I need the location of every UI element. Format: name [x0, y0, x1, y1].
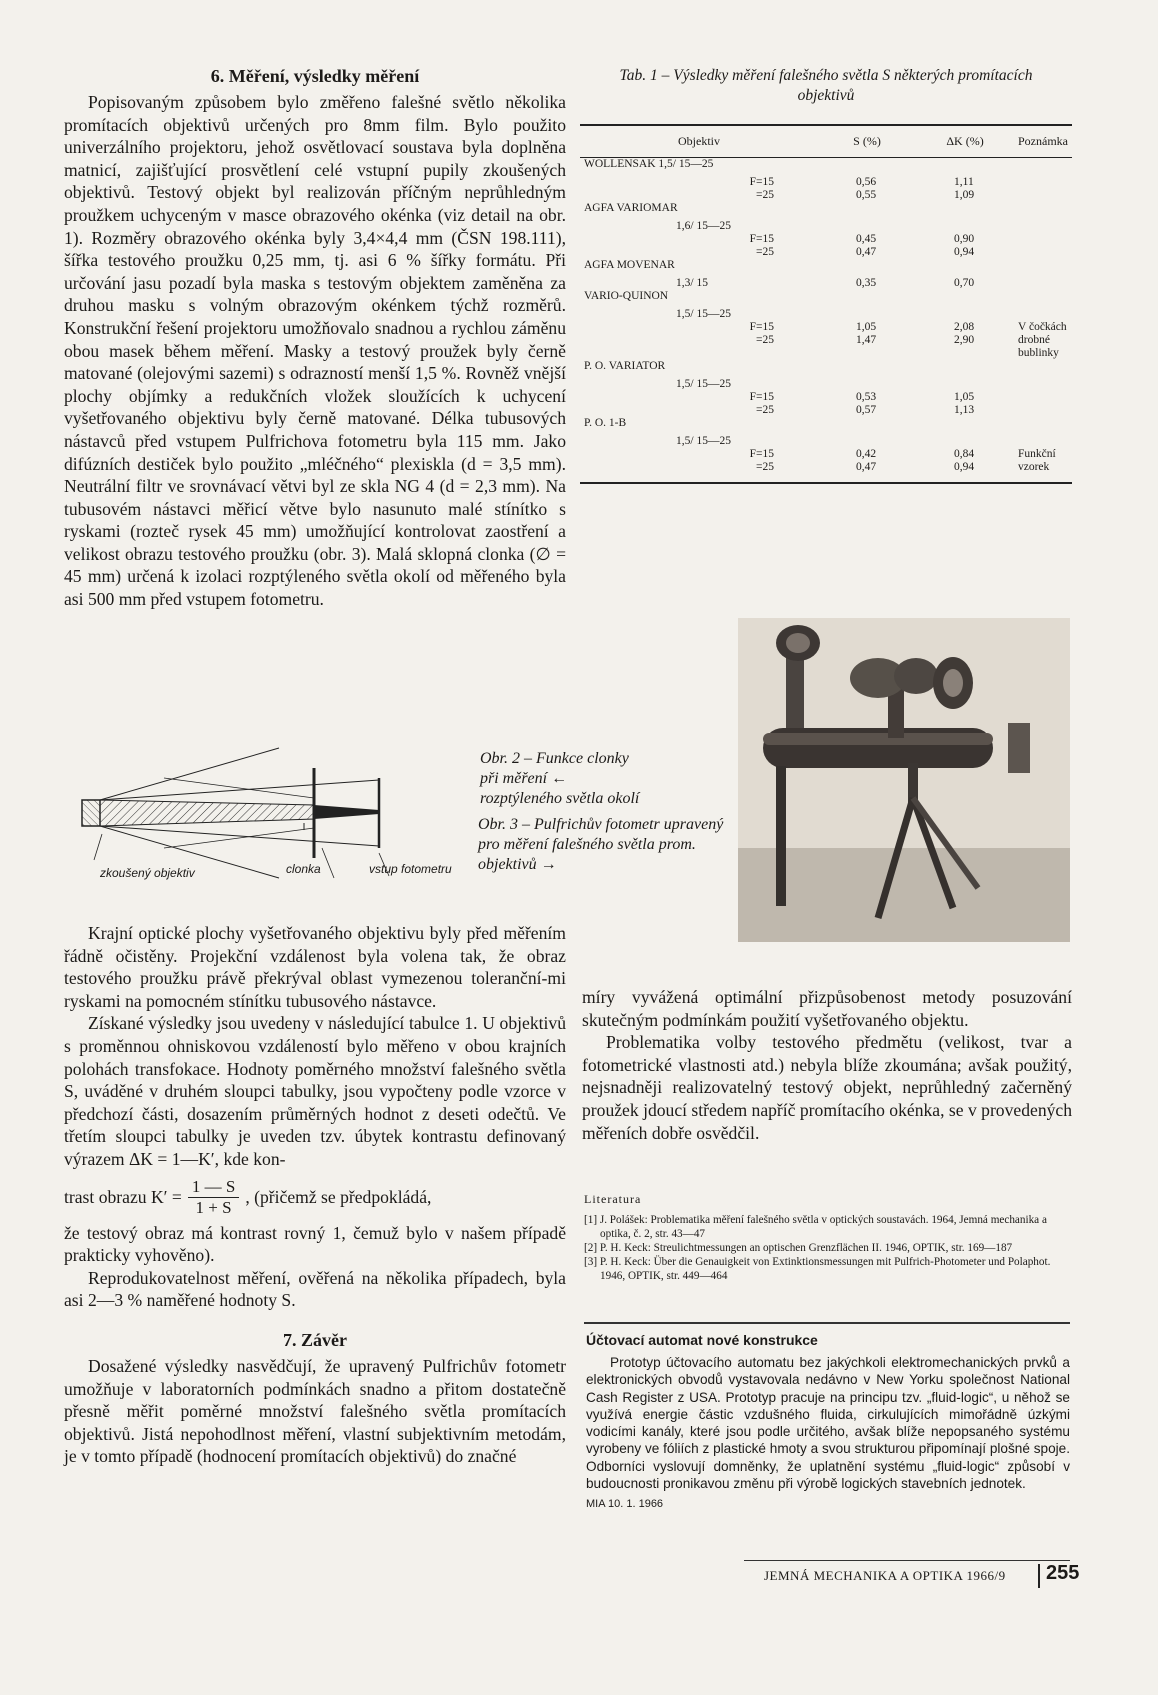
formula-denominator: 1 + S — [195, 1197, 232, 1217]
table-row — [580, 321, 1072, 334]
photometer-photo — [738, 618, 1070, 942]
cleaning-paragraph: Krajní optické plochy vyšetřovaného objektivu byly před měřením řádně očistěny. Projekční vzdálenost byla volena tak, že obraz testového proužku právě překrýval oblast vymezenou toleranční-mi ryskami na pomocném stínítku tubusového nástavce. — [64, 923, 566, 1011]
table-row — [580, 290, 1072, 308]
focal-length: F=15 — [749, 320, 774, 333]
cell-s: 0,47 — [818, 461, 916, 483]
table-row — [580, 448, 1072, 461]
left-column — [64, 66, 566, 611]
cell-objektiv — [580, 321, 818, 334]
cell-objektiv — [580, 176, 818, 189]
table-row — [580, 158, 1072, 176]
cell-dk: 2,08 — [954, 320, 975, 333]
problem-paragraph: Problematika volby testového předmětu (velikost, tvar a fotometrické vlastnosti atd.) nebyla blíže zkoumána; avšak použitý, nejsnadněji realizovatelný testový objekt, neprůhledný začerněný proužek jdoucí středem napříč promítacího okénka, se v provedených měřeních dobře osvědčil. — [582, 1032, 1073, 1143]
section-6-paragraph: Popisovaným způsobem bylo změřeno falešné světlo několika promítacích objektivů určených pro 8mm film. Bylo použito univerzálního projektoru, jehož osvětlovací soustava byla doplněna matnicí, zajišťující prosvětlení celé vstupní pupily zkoušených objektivů. Testový objekt byl realizován příčným neprůhledným proužkem uchyceným v masce obrazového okénka (viz detail na obr. 1). Rozměry obrazového okénka byly 3,4×4,4 mm (ČSN 198.111), šířka testového proužku 0,25 mm, tj. asi 6 % šířky formátu. Při určování jasu pozadí byla maska s testovým objektem zaměněna za druhou masku s volným obrazovým okénkem týchž rozměrů. Konstrukční řešení projektoru umožňovalo snadnou a rychlou záměnu obou masek během měření. Masky a testový proužek byly černě matované (olejovými sazemi) s odrazností menší 1,5 %. Rovněž vnější plochy objímky a redukčních vložek sloužících k uchycení vyšetřovaného objektivu byly černě matované. Délka tubusových nástavců před vstupem Pulfrichova fotometru byla 115 mm. Jako difúzních destiček bylo použito „mléčného“ plexiskla (d = 3,5 mm). Neutrální filtr ve srovnávací větvi byl ze skla NG 4 (d = 2,3 mm). Na tubusovém nástavci měřicí větve bylo nasunuto malé stínítko s ryskami (rozteč rysek 45 mm) umožňující kontrolovat zaostření a velikost obrazu testového proužku (obr. 3). Malá sklopná clonka (∅ = 45 mm) určená k izolaci rozptýleného světla okolí od měřeného byla asi 500 mm před vstupem fotometru. — [64, 92, 566, 610]
table-row — [580, 360, 1072, 378]
col-note: Poznámka — [1014, 125, 1072, 158]
cell-objektiv — [580, 158, 818, 176]
formula-suffix: , (přičemž se předpokládá, — [245, 1186, 432, 1207]
cell-s — [818, 378, 916, 391]
cell-note — [1014, 176, 1072, 189]
cell-objektiv — [580, 259, 818, 277]
focal-length: =25 — [756, 245, 774, 258]
after-formula-paragraph: že testový obraz má kontrast rovný 1, čemuž bylo v našem případě prakticky vyhověno). — [64, 1222, 566, 1266]
news-heading: Účtovací automat nové konstrukce — [586, 1332, 818, 1348]
page-number: 255 — [1046, 1562, 1080, 1584]
cell-objektiv — [580, 391, 818, 404]
cell-note — [1014, 290, 1072, 308]
cell-s: 0,47 — [856, 245, 877, 258]
table-row — [580, 277, 1072, 290]
focal-length: =25 — [756, 403, 774, 416]
label-tested-objective: zkoušený objektiv — [100, 866, 195, 880]
table-1-block — [580, 66, 1072, 484]
objective-spec: 1,6/ 15—25 — [676, 219, 731, 232]
cell-note — [1014, 417, 1072, 435]
focal-length: =25 — [756, 333, 774, 346]
table-header-row — [580, 125, 1072, 158]
table-row — [580, 461, 1072, 483]
cell-note — [1014, 360, 1072, 378]
objective-name: P. O. 1-B — [584, 416, 627, 429]
objective-name: WOLLENSAK 1,5/ 15—25 — [584, 158, 714, 170]
cell-s — [818, 259, 916, 277]
cell-dk — [916, 220, 1014, 233]
col-dk: ΔK (%) — [916, 125, 1014, 158]
focal-length: =25 — [756, 460, 774, 473]
cell-dk: 1,11 — [954, 175, 974, 188]
cell-s: 1,05 — [856, 320, 877, 333]
figure-3-caption: Obr. 3 – Pulfrichův fotometr upravený pro měření falešného světla prom. objektivů → — [478, 816, 724, 873]
cell-objektiv — [580, 404, 818, 417]
cell-objektiv — [580, 233, 818, 246]
cell-dk: 0,94 — [916, 461, 1014, 483]
cell-s — [818, 158, 916, 176]
table-row — [580, 233, 1072, 246]
table-row — [580, 334, 1072, 360]
figure-2-diagram — [74, 738, 474, 888]
cell-objektiv — [580, 290, 818, 308]
cell-note — [1014, 202, 1072, 220]
objective-spec: 1,3/ 15 — [676, 276, 708, 289]
cell-dk: 0,90 — [954, 232, 975, 245]
cell-note — [1014, 220, 1072, 233]
cell-dk — [916, 308, 1014, 321]
cell-s: 0,45 — [856, 232, 877, 245]
literature-item-2: [2] P. H. Keck: Streulichtmessungen an optischen Grenzflächen II. 1946, OPTIK, str. 169—187 — [584, 1242, 1013, 1254]
reproducibility-paragraph: Reprodukovatelnost měření, ověřená na několika případech, byla asi 2—3 % naměřené hodnoty S. — [64, 1267, 566, 1311]
news-text: Prototyp účtovacího automatu bez jakýchkoli elektromechanických prvků a elektronických obvodů vystavovala nedávno v New Yorku společnost National Cash Register z USA. Prototyp pracuje na principu tzv. „fluid-logic“, u něhož se využívá energie částic vzdušného fluida, cirkulujících mimořádně úzkými vodicími kanály, které jsou podle určitého, avšak blíže nepopsaného systému vyrobeny ve fóliích z plastické hmoty a svou strukturou připomínají plošné spoje. Odborníci vyslovují domněnky, že uplatnění systému „fluid-logic“ způsobí v budoucnosti pronikavou změnu při výrobě logických stavebních jednotek. — [586, 1355, 1070, 1492]
cell-dk — [916, 290, 1014, 308]
focal-length: F=15 — [749, 447, 774, 460]
right-column-text — [582, 986, 1072, 1144]
label-aperture: clonka — [286, 862, 321, 876]
table-row — [580, 202, 1072, 220]
formula-numerator: 1 — S — [188, 1177, 239, 1198]
news-source: MIA 10. 1. 1966 — [586, 1498, 664, 1511]
objective-name: AGFA MOVENAR — [584, 258, 675, 271]
cell-s: 0,56 — [856, 175, 877, 188]
col-s: S (%) — [818, 125, 916, 158]
focal-length: =25 — [756, 188, 774, 201]
label-photometer-entry: vstup fotometru — [369, 862, 452, 876]
cell-s — [818, 308, 916, 321]
formula-fraction — [188, 1177, 239, 1218]
cell-s: 0,35 — [856, 276, 877, 289]
cell-note — [1014, 404, 1072, 417]
cell-s — [818, 417, 916, 435]
table-row — [580, 378, 1072, 391]
table-row — [580, 220, 1072, 233]
cell-dk: 1,09 — [954, 188, 975, 201]
table-body — [580, 158, 1072, 483]
table-row — [580, 308, 1072, 321]
literature-item-3: [3] P. H. Keck: Über die Genauigkeit von Extinktionsmessungen mit Pulfrich-Photometer und Polaphot. 1946, OPTIK, str. 449—464 — [584, 1256, 1051, 1282]
cell-objektiv — [580, 246, 818, 259]
cell-objektiv — [580, 360, 818, 378]
conclusion-paragraph: Dosažené výsledky nasvědčují, že upravený Pulfrichův fotometr umožňuje v laboratorních podmínkách snadno a přitom dostatečně přesně měřit poměrné množství falešného světla promítacích objektivů. Jistá nepohodlnost měření, vlastní subjektivním metodám, je v tomto případě (hodnocení promítacích objektivů) do značné — [64, 1355, 566, 1467]
cell-dk — [916, 259, 1014, 277]
cell-dk — [916, 360, 1014, 378]
table-row — [580, 176, 1072, 189]
focal-length: F=15 — [749, 175, 774, 188]
cell-note — [1014, 308, 1072, 321]
table-row — [580, 259, 1072, 277]
footer-divider — [744, 1560, 1070, 1561]
cell-dk — [916, 378, 1014, 391]
objective-name: P. O. VARIATOR — [584, 359, 666, 372]
cell-note: V čočkách — [1018, 320, 1067, 333]
cell-objektiv — [580, 448, 818, 461]
cell-note — [1014, 391, 1072, 404]
cell-note: drobné bublinky — [1018, 333, 1059, 359]
section-7-heading: 7. Závěr — [283, 1329, 347, 1350]
table-row — [580, 404, 1072, 417]
cell-s — [818, 435, 916, 448]
cell-dk: 1,13 — [954, 403, 975, 416]
figure-3-photo — [738, 618, 1070, 942]
objective-spec: 1,5/ 15—25 — [676, 377, 731, 390]
table-1 — [580, 124, 1072, 484]
cell-dk: 0,70 — [954, 276, 975, 289]
literature-item-1: [1] J. Polášek: Problematika měření falešného světla v optických soustavách. 1964, Jemná mechanika a optika, č. 2, str. 43—47 — [584, 1214, 1047, 1240]
cell-dk — [916, 158, 1014, 176]
literature-heading: Literatura — [584, 1192, 642, 1206]
cell-dk: 0,94 — [954, 245, 975, 258]
section-6-heading: 6. Měření, výsledky měření — [210, 66, 420, 86]
cell-s: 0,53 — [856, 390, 877, 403]
table-1-title: Tab. 1 – Výsledky měření falešného světla S některých promítacích objektivů — [619, 67, 1033, 104]
figure-2-caption: Obr. 2 – Funkce clonky při měření ← rozptýleného světla okolí — [480, 750, 640, 807]
results-paragraph: Získané výsledky jsou uvedeny v následující tabulce 1. U objektivů s proměnnou ohniskovou vzdáleností bylo měřeno v obou krajních polohách transfokace. Hodnoty poměrného množství falešného světla S, uváděné v druhém sloupci tabulky, jsou vypočteny podle vzorce v předchozí části, dosazením průměrných hodnot z deseti odečtů. Ve třetím sloupci tabulky je uveden tzv. úbytek kontrastu definovaný výrazem ΔK = 1—K′, kde kon- — [64, 1013, 566, 1169]
conclusion-continued: míry vyvážená optimální přizpůsobenost metody posuzování skutečným podmínkám použití vyšetřovaného objektu. — [582, 987, 1072, 1030]
cell-s — [818, 220, 916, 233]
cell-s — [818, 290, 916, 308]
cell-s — [818, 202, 916, 220]
cell-objektiv — [580, 220, 818, 233]
cell-objektiv — [580, 189, 818, 202]
news-block — [586, 1332, 1070, 1510]
focal-length: F=15 — [749, 232, 774, 245]
cell-s — [818, 360, 916, 378]
cell-objektiv — [580, 277, 818, 290]
cell-objektiv — [580, 334, 818, 360]
cell-s: 1,47 — [856, 333, 877, 346]
cell-objektiv — [580, 417, 818, 435]
footer-separator — [1038, 1564, 1040, 1588]
cell-note: vzorek — [1014, 461, 1072, 483]
table-row — [580, 189, 1072, 202]
cell-note — [1014, 158, 1072, 176]
col-objektiv: Objektiv — [580, 125, 818, 158]
cell-dk: 2,90 — [954, 333, 975, 346]
cell-dk: 0,84 — [954, 447, 975, 460]
table-row — [580, 417, 1072, 435]
cell-dk — [916, 417, 1014, 435]
cell-s: 0,55 — [856, 188, 877, 201]
contrast-formula — [64, 1177, 566, 1218]
cell-objektiv — [580, 378, 818, 391]
cell-s: 0,57 — [856, 403, 877, 416]
cell-note — [1014, 277, 1072, 290]
news-divider — [584, 1322, 1070, 1324]
literature-block — [584, 1192, 1070, 1283]
objective-name: VARIO-QUINON — [584, 289, 669, 302]
focal-length: F=15 — [749, 390, 774, 403]
objective-spec: 1,5/ 15—25 — [676, 434, 731, 447]
cell-objektiv — [580, 435, 818, 448]
cell-dk — [916, 435, 1014, 448]
table-row — [580, 391, 1072, 404]
cell-note — [1014, 435, 1072, 448]
footer-journal: JEMNÁ MECHANIKA A OPTIKA 1966/9 — [764, 1568, 1006, 1583]
cell-objektiv — [580, 461, 818, 483]
cell-objektiv — [580, 308, 818, 321]
cell-s: 0,42 — [856, 447, 877, 460]
objective-name: AGFA VARIOMAR — [584, 201, 678, 214]
cell-note — [1014, 233, 1072, 246]
cell-note: Funkční — [1018, 447, 1056, 460]
objective-spec: 1,5/ 15—25 — [676, 307, 731, 320]
left-column-lower — [64, 922, 566, 1468]
table-row — [580, 246, 1072, 259]
cell-note — [1014, 378, 1072, 391]
cell-dk: 1,05 — [954, 390, 975, 403]
cell-dk — [916, 202, 1014, 220]
cell-note — [1014, 259, 1072, 277]
formula-prefix: trast obrazu K′ = — [64, 1186, 182, 1207]
cell-objektiv — [580, 202, 818, 220]
cell-note — [1014, 189, 1072, 202]
cell-note — [1014, 246, 1072, 259]
table-row — [580, 435, 1072, 448]
